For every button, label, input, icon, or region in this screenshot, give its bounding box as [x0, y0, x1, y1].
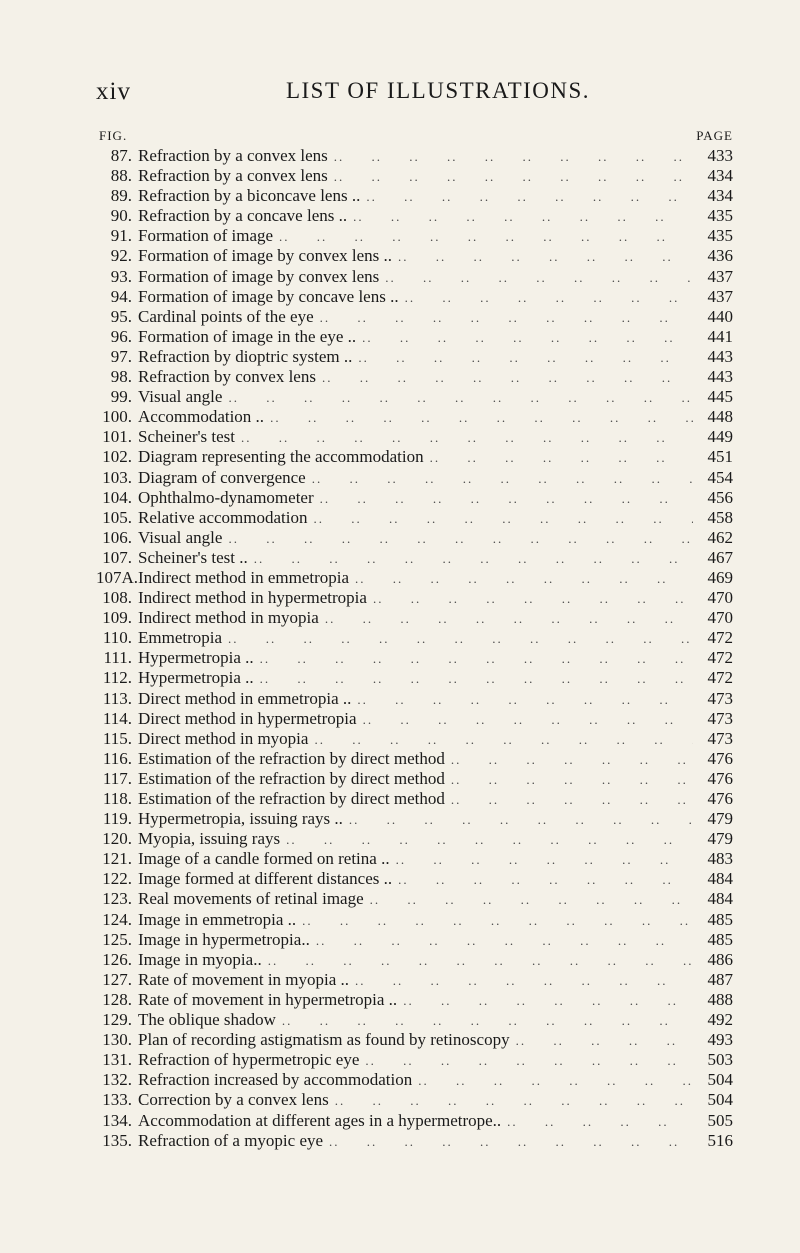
figure-number: 104.: [102, 487, 132, 507]
list-item: [96, 488, 733, 508]
leader-dots: [510, 1031, 693, 1051]
list-item: [96, 307, 733, 327]
figure-title: Estimation of the refraction by direct method: [138, 789, 445, 808]
figure-title: Estimation of the refraction by direct method: [138, 748, 445, 768]
leader-dots: [319, 609, 693, 629]
figure-number: 105.: [102, 507, 132, 527]
figure-title: Ophthalmo-dynamometer: [138, 487, 314, 507]
list-item: [96, 1010, 733, 1030]
figure-page-number: 435: [707, 206, 733, 226]
figure-number: 127.: [102, 969, 132, 989]
list-item: [96, 648, 733, 668]
leader-dots: [280, 830, 693, 850]
list-item: [96, 1050, 733, 1070]
figure-page-number: 449: [707, 427, 733, 447]
list-item: [96, 1030, 733, 1050]
figure-page-number: 472: [707, 668, 733, 688]
figure-number: 126.: [102, 949, 132, 969]
figure-title: Refraction by convex lens: [138, 367, 316, 387]
leader-dots: [397, 991, 693, 1011]
figure-title: Image in hypermetropia..: [138, 929, 310, 949]
figure-title: Image of a candle formed on retina ..: [138, 849, 390, 869]
leader-dots: [364, 890, 693, 910]
leader-dots: [352, 348, 693, 368]
list-item: [96, 468, 733, 488]
figure-page-number: 470: [707, 608, 733, 628]
page-title: LIST OF ILLUSTRATIONS.: [285, 78, 591, 103]
figure-page-number: 458: [707, 507, 733, 527]
figure-title: Refraction of a myopic eye: [138, 1130, 324, 1150]
list-item: [96, 970, 733, 990]
figure-number: 133.: [102, 1090, 132, 1110]
figure-page-number: 486: [707, 949, 733, 969]
list-item: [96, 508, 733, 528]
list-item: [96, 427, 733, 447]
figure-page-number: 436: [707, 246, 733, 266]
list-item: [96, 206, 733, 226]
figure-page-number: 488: [707, 989, 733, 1009]
list-item: [96, 668, 733, 688]
list-item: [96, 387, 733, 407]
leader-dots: [412, 1071, 693, 1091]
list-item: [96, 146, 733, 166]
leader-dots: [308, 730, 693, 750]
figure-title: Myopia, issuing rays: [138, 829, 281, 849]
list-item: [96, 267, 733, 287]
fig-column-heading: FIG.: [99, 128, 128, 143]
leader-dots: [310, 931, 693, 951]
figure-number: 101.: [102, 427, 132, 447]
figure-page-number: 479: [707, 829, 733, 849]
figure-page-number: 505: [707, 1110, 733, 1130]
figure-number: 134.: [102, 1110, 132, 1130]
leader-dots: [390, 850, 693, 870]
figure-number: 135.: [102, 1130, 132, 1150]
figure-number: 128.: [102, 989, 132, 1009]
leader-dots: [222, 388, 693, 408]
figure-title: Refraction by a convex lens: [138, 166, 328, 186]
figure-number: 90.: [110, 206, 132, 226]
figure-number: 94.: [110, 286, 132, 306]
figure-title: Rate of movement in myopia ..: [138, 969, 350, 989]
figure-number: 131.: [102, 1050, 132, 1070]
list-item: [96, 889, 733, 909]
list-item: [96, 1070, 733, 1090]
figure-title: Hypermetropia ..: [138, 648, 254, 668]
figure-title: Accommodation ..: [138, 407, 265, 427]
figure-page-number: 484: [707, 869, 733, 889]
list-item: [96, 568, 733, 588]
figure-page-number: 437: [707, 286, 733, 306]
figure-page-number: 448: [707, 407, 733, 427]
leader-dots: [349, 971, 693, 991]
page-column-heading: PAGE: [696, 128, 733, 143]
figure-page-number: 473: [707, 688, 733, 708]
list-item: [96, 950, 733, 970]
figure-title: Diagram of convergence: [138, 467, 306, 487]
list-item: [96, 990, 733, 1010]
figure-page-number: 434: [707, 186, 733, 206]
page-number: xiv: [96, 78, 131, 105]
leader-dots: [296, 911, 693, 931]
list-item: [96, 226, 733, 246]
list-item: [96, 869, 733, 889]
leader-dots: [254, 649, 693, 669]
figure-number: 102.: [102, 447, 132, 467]
list-item: [96, 548, 733, 568]
figure-number: 119.: [102, 809, 132, 829]
figure-page-number: 451: [707, 447, 733, 467]
leader-dots: [328, 147, 693, 167]
figure-title: Indirect method in emmetropia: [138, 567, 350, 587]
figure-page-number: 437: [707, 266, 733, 286]
column-headings: [96, 128, 733, 144]
figure-title: Estimation of the refraction by direct method: [138, 768, 445, 788]
figure-title: Visual angle: [138, 387, 223, 407]
figure-page-number: 434: [707, 166, 733, 186]
running-head: [96, 78, 736, 106]
leader-dots: [349, 569, 693, 589]
figure-number: 120.: [102, 829, 132, 849]
figure-title: Visual angle: [138, 527, 223, 547]
leader-dots: [501, 1112, 693, 1132]
figure-number: 118.: [102, 789, 132, 808]
figure-page-number: 435: [707, 226, 733, 246]
figure-number: 107.: [102, 547, 132, 567]
figure-number: 109.: [102, 608, 132, 628]
figure-page-number: 504: [707, 1090, 733, 1110]
list-item: [96, 407, 733, 427]
leader-dots: [222, 529, 693, 549]
list-item: [96, 347, 733, 367]
leader-dots: [314, 308, 693, 328]
list-item: [96, 729, 733, 749]
figure-title: Indirect method in hypermetropia: [138, 588, 367, 608]
figure-title: Accommodation at different ages in a hypermetrope..: [138, 1110, 502, 1130]
figure-title: Rate of movement in hypermetropia ..: [138, 989, 398, 1009]
figure-title: Diagram representing the accommodation: [138, 447, 424, 467]
figure-title: Real movements of retinal image: [138, 889, 364, 909]
figure-number: 92.: [110, 246, 132, 266]
list-item: [96, 246, 733, 266]
leader-dots: [248, 549, 693, 569]
leader-dots: [359, 1051, 693, 1071]
list-item: [96, 166, 733, 186]
figure-title: Scheiner's test ..: [138, 547, 248, 567]
figure-page-number: 443: [707, 346, 733, 366]
figure-page-number: 516: [707, 1130, 733, 1150]
list-item: [96, 1111, 733, 1131]
figure-page-number: 467: [707, 547, 733, 567]
figure-title: Emmetropia: [138, 628, 223, 648]
leader-dots: [273, 227, 693, 247]
list-item: [96, 1131, 733, 1151]
leader-dots: [262, 951, 693, 971]
figure-number: 121.: [102, 849, 132, 869]
leader-dots: [343, 810, 693, 830]
list-item: [96, 287, 733, 307]
figure-number: 99.: [110, 387, 132, 407]
figure-page-number: 472: [707, 628, 733, 648]
list-item: [96, 709, 733, 729]
figure-number: 93.: [110, 266, 132, 286]
leader-dots: [445, 770, 693, 790]
figure-page-number: 493: [707, 1030, 733, 1050]
figure-number: 108.: [102, 588, 132, 608]
list-item: [96, 186, 733, 206]
figure-number: 115.: [102, 728, 132, 748]
figure-number: 123.: [102, 889, 132, 909]
figure-title: Refraction of hypermetropic eye: [138, 1050, 360, 1070]
figure-number: 113.: [102, 688, 132, 708]
figure-number: 89.: [110, 186, 132, 206]
figure-title: Hypermetropia ..: [138, 668, 254, 688]
figure-title: Image in myopia..: [138, 949, 262, 969]
figure-page-number: 492: [707, 1010, 733, 1030]
figure-title: Formation of image in the eye ..: [138, 326, 357, 346]
figure-title: Direct method in myopia: [138, 728, 309, 748]
leader-dots: [357, 710, 693, 730]
list-item: [96, 628, 733, 648]
list-item: [96, 1090, 733, 1110]
leader-dots: [367, 589, 693, 609]
figure-page-number: 433: [707, 146, 733, 165]
figure-title: Hypermetropia, issuing rays ..: [138, 809, 343, 829]
leader-dots: [328, 167, 693, 187]
figure-page-number: 473: [707, 708, 733, 728]
figure-number: 130.: [102, 1030, 132, 1050]
list-item: [96, 588, 733, 608]
figure-page-number: 472: [707, 648, 733, 668]
figure-number: 110.: [102, 628, 132, 648]
leader-dots: [351, 690, 693, 710]
list-item: [96, 849, 733, 869]
figure-number: 103.: [102, 467, 132, 487]
figure-page-number: 483: [707, 849, 733, 869]
figure-title: Refraction by dioptric system ..: [138, 346, 353, 366]
list-item: [96, 829, 733, 849]
figure-page-number: 503: [707, 1050, 733, 1070]
figure-title: Refraction increased by accommodation: [138, 1070, 413, 1090]
figure-page-number: 462: [707, 527, 733, 547]
leader-dots: [392, 247, 693, 267]
figure-page-number: 504: [707, 1070, 733, 1090]
leader-dots: [264, 408, 693, 428]
figure-page-number: 473: [707, 728, 733, 748]
figure-number: 125.: [102, 929, 132, 949]
leader-dots: [323, 1132, 693, 1152]
figure-page-number: 484: [707, 889, 733, 909]
figure-title: Scheiner's test: [138, 427, 236, 447]
figure-title: Plan of recording astigmatism as found by retinoscopy: [138, 1030, 510, 1050]
figure-page-number: 443: [707, 367, 733, 387]
figure-title: Formation of image by convex lens ..: [138, 246, 393, 266]
figure-number: 100.: [102, 407, 132, 427]
illustrations-list: [96, 146, 733, 1151]
leader-dots: [445, 790, 693, 810]
figure-number: 98.: [110, 367, 132, 387]
figure-number: 129.: [102, 1010, 132, 1030]
figure-page-number: 485: [707, 909, 733, 929]
leader-dots: [314, 489, 693, 509]
figure-page-number: 445: [707, 387, 733, 407]
figure-number: 97.: [110, 346, 132, 366]
figure-title: Refraction by a biconcave lens ..: [138, 186, 361, 206]
leader-dots: [222, 629, 693, 649]
leader-dots: [329, 1091, 693, 1111]
figure-title: Indirect method in myopia: [138, 608, 319, 628]
figure-title: Cardinal points of the eye: [138, 306, 314, 326]
figure-title: Refraction by a convex lens: [138, 146, 328, 165]
list-item: [96, 930, 733, 950]
leader-dots: [254, 669, 693, 689]
leader-dots: [276, 1011, 693, 1031]
leader-dots: [445, 750, 693, 770]
figure-number: 88.: [110, 166, 132, 186]
figure-title: Direct method in emmetropia ..: [138, 688, 352, 708]
figure-title: The oblique shadow: [138, 1010, 276, 1030]
figure-number: 116.: [102, 748, 132, 768]
leader-dots: [379, 268, 693, 288]
list-item: [96, 910, 733, 930]
list-item: [96, 367, 733, 387]
figure-page-number: 476: [707, 768, 733, 788]
figure-number: 124.: [102, 909, 132, 929]
list-item: [96, 689, 733, 709]
figure-title: Relative accommodation: [138, 507, 308, 527]
figure-number: 96.: [110, 326, 132, 346]
leader-dots: [424, 448, 693, 468]
figure-number: 132.: [102, 1070, 132, 1090]
figure-number: 107A.: [96, 567, 139, 587]
leader-dots: [360, 187, 693, 207]
figure-number: 117.: [102, 768, 132, 788]
figure-title: Image in emmetropia ..: [138, 909, 297, 929]
figure-number: 112.: [102, 668, 132, 688]
figure-page-number: 469: [707, 567, 733, 587]
leader-dots: [316, 368, 693, 388]
figure-number: 111.: [103, 648, 132, 668]
leader-dots: [356, 328, 693, 348]
figure-title: Refraction by a concave lens ..: [138, 206, 348, 226]
leader-dots: [399, 288, 693, 308]
list-item: [96, 608, 733, 628]
list-item: [96, 749, 733, 769]
figure-page-number: 456: [707, 487, 733, 507]
leader-dots: [235, 428, 693, 448]
figure-number: 122.: [102, 869, 132, 889]
figure-page-number: 479: [707, 809, 733, 829]
figure-title: Correction by a convex lens: [138, 1090, 329, 1110]
figure-page-number: 441: [707, 326, 733, 346]
list-item: [96, 528, 733, 548]
leader-dots: [307, 509, 693, 529]
figure-title: Direct method in hypermetropia: [138, 708, 357, 728]
leader-dots: [306, 469, 693, 489]
figure-number: 114.: [102, 708, 132, 728]
figure-number: 87.: [110, 146, 132, 165]
figure-page-number: 485: [707, 929, 733, 949]
figure-title: Image formed at different distances ..: [138, 869, 393, 889]
leader-dots: [347, 207, 693, 227]
leader-dots: [392, 870, 693, 890]
list-item: [96, 327, 733, 347]
list-item: [96, 769, 733, 789]
figure-title: Formation of image by convex lens: [138, 266, 380, 286]
figure-page-number: 487: [707, 969, 733, 989]
figure-number: 95.: [110, 306, 132, 326]
list-item: [96, 447, 733, 467]
list-item: [96, 809, 733, 829]
figure-title: Formation of image by concave lens ..: [138, 286, 399, 306]
figure-number: 106.: [102, 527, 132, 547]
figure-page-number: 454: [707, 467, 733, 487]
figure-page-number: 470: [707, 588, 733, 608]
figure-page-number: 476: [707, 789, 733, 808]
figure-page-number: 476: [707, 748, 733, 768]
figure-page-number: 440: [707, 306, 733, 326]
figure-number: 91.: [110, 226, 132, 246]
list-item: [96, 789, 733, 809]
figure-title: Formation of image: [138, 226, 274, 246]
